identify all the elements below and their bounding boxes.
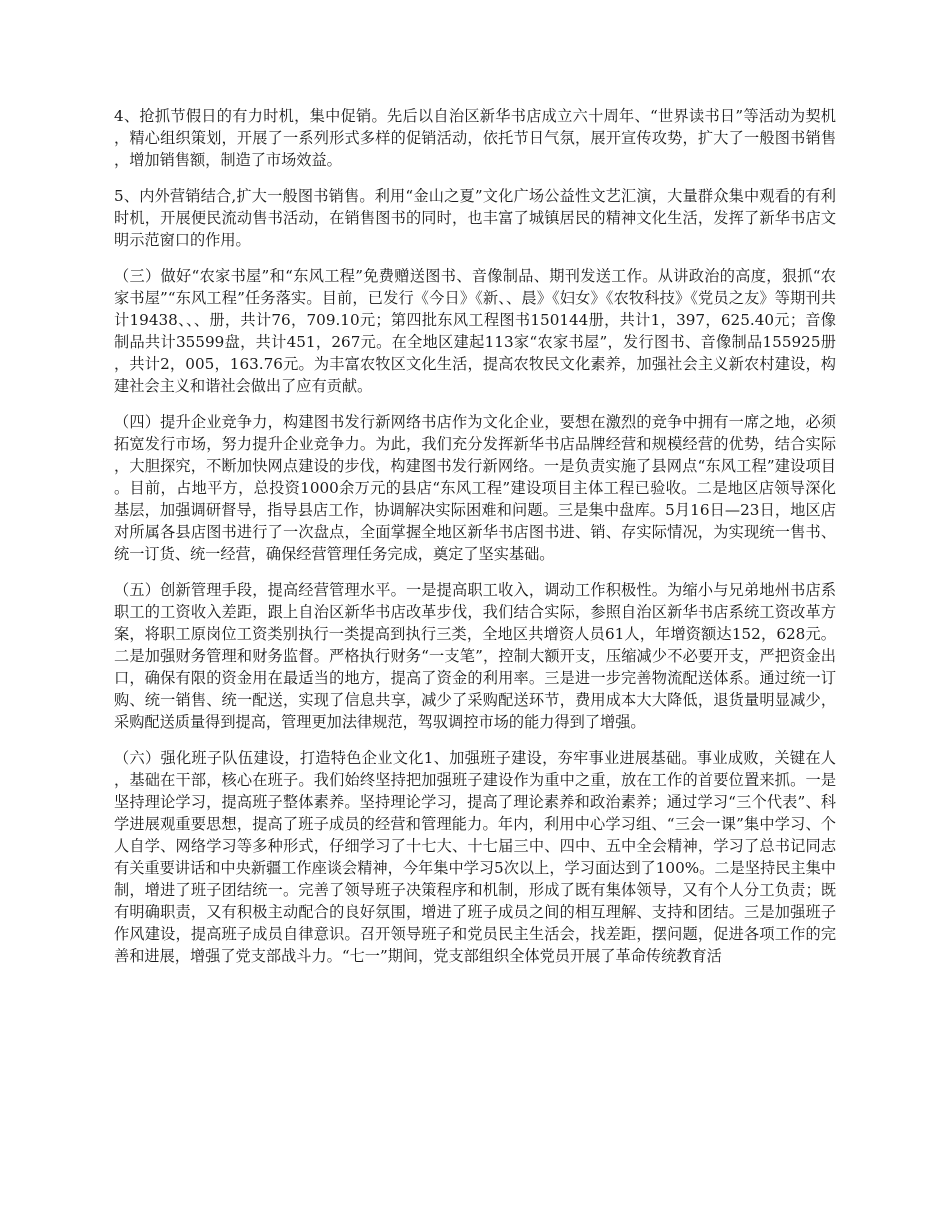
paragraph-competitiveness: （四）提升企业竞争力，构建图书发行新网络书店作为文化企业，要想在激烈的竞争中拥有一席之地，必须拓宽发行市场，努力提升企业竞争力。为此，我们充分发挥新华书店品牌经营和规模经营的优势，结合实际，大胆探究，不断加快网点建设的步伐，构建图书发行新网络。一是负责实施了县网点“东风工程”建设项目。目前，占地平方，总投资1000余万元的县店“东风工程”建设项目主体工程已验收。二是地区店领导深化基层，加强调研督导，指导县店工作，协调解决实际困难和问题。三是集中盘库。5月16日—23日，地区店对所属各县店图书进行了一次盘点，全面掌握全地区新华书店图书进、销、存实际情况，为实现统一售书、统一订货、统一经营，确保经营管理任务完成，奠定了坚实基础。 bbox=[114, 413, 836, 563]
paragraph-farmhouse-bookstore: （三）做好“农家书屋”和“东风工程”免费赠送图书、音像制品、期刊发送工作。从讲政治的高度，狠抓“农家书屋”“东风工程”任务落实。目前，已发行《今日》《新、、晨》《妇女》《农牧科技》《党员之友》等期刊共计19438、、、册，共计76，709.10元；第四批东风工程图书150144册，共计1，397，625.40元；音像制品共计35599盘，共计451，267元。在全地区建起113家“农家书屋”，发行图书、音像制品155925册，共计2，005，163.76元。为丰富农牧区文化生活，提高农牧民文化素养，加强社会主义新农村建设，构建社会主义和谐社会做出了应有贡献。 bbox=[114, 267, 836, 395]
paragraph-management-innovation: （五）创新管理手段，提高经营管理水平。一是提高职工收入，调动工作积极性。为缩小与兄弟地州书店系职工的工资收入差距，跟上自治区新华书店改革步伐，我们结合实际，参照自治区新华书店系统工资改革方案，将职工原岗位工资类别执行一类提高到执行三类，全地区共增资人员61人，年增资额达152，628元。二是加强财务管理和财务监督。严格执行财务“一支笔”，控制大额开支，压缩减少不必要开支，严把资金出口，确保有限的资金用在最适当的地方，提高了资金的利用率。三是进一步完善物流配送体系。通过统一订购、统一销售、统一配送，实现了信息共享，减少了采购配送环节，费用成本大大降低，退货量明显减少，采购配送质量得到提高，管理更加法律规范，驾驭调控市场的能力得到了增强。 bbox=[114, 581, 836, 731]
paragraph-promotion-holidays: 4、抢抓节假日的有力时机，集中促销。先后以自治区新华书店成立六十周年、“世界读书日”等活动为契机，精心组织策划，开展了一系列形式多样的促销活动，依托节日气氛，展开宣传攻势，扩大了一般图书销售，增加销售额，制造了市场效益。 bbox=[114, 107, 836, 169]
paragraph-team-building: （六）强化班子队伍建设，打造特色企业文化1、加强班子建设，夯牢事业进展基础。事业成败，关键在人，基础在干部，核心在班子。我们始终坚持把加强班子建设作为重中之重，放在工作的首要位置来抓。一是坚持理论学习，提高班子整体素养。坚持理论学习，提高了理论素养和政治素养；通过学习“三个代表”、科学进展观重要思想，提高了班子成员的经营和管理能力。年内，利用中心学习组、“三会一课”集中学习、个人自学、网络学习等多种形式，仔细学习了十七大、十七届三中、四中、五中全会精神，学习了总书记同志有关重要讲话和中央新疆工作座谈会精神，今年集中学习5次以上，学习面达到了100%。二是坚持民主集中制，增进了班子团结统一。完善了领导班子决策程序和机制，形成了既有集体领导，又有个人分工负责；既有明确职责，又有积极主动配合的良好氛围，增进了班子成员之间的相互理解、支持和团结。三是加强班子作风建设，提高班子成员自律意识。召开领导班子和党员民主生活会，找差距，摆问题，促进各项工作的完善和进展，增强了党支部战斗力。“七一”期间，党支部组织全体党员开展了革命传统教育活 bbox=[114, 749, 836, 965]
document-body bbox=[114, 105, 836, 981]
paragraph-marketing-combined: 5、内外营销结合,扩大一般图书销售。利用“金山之夏”文化广场公益性文艺汇演，大量群众集中观看的有利时机，开展便民流动售书活动，在销售图书的同时，也丰富了城镇居民的精神文化生活，发挥了新华书店文明示范窗口的作用。 bbox=[114, 187, 836, 249]
